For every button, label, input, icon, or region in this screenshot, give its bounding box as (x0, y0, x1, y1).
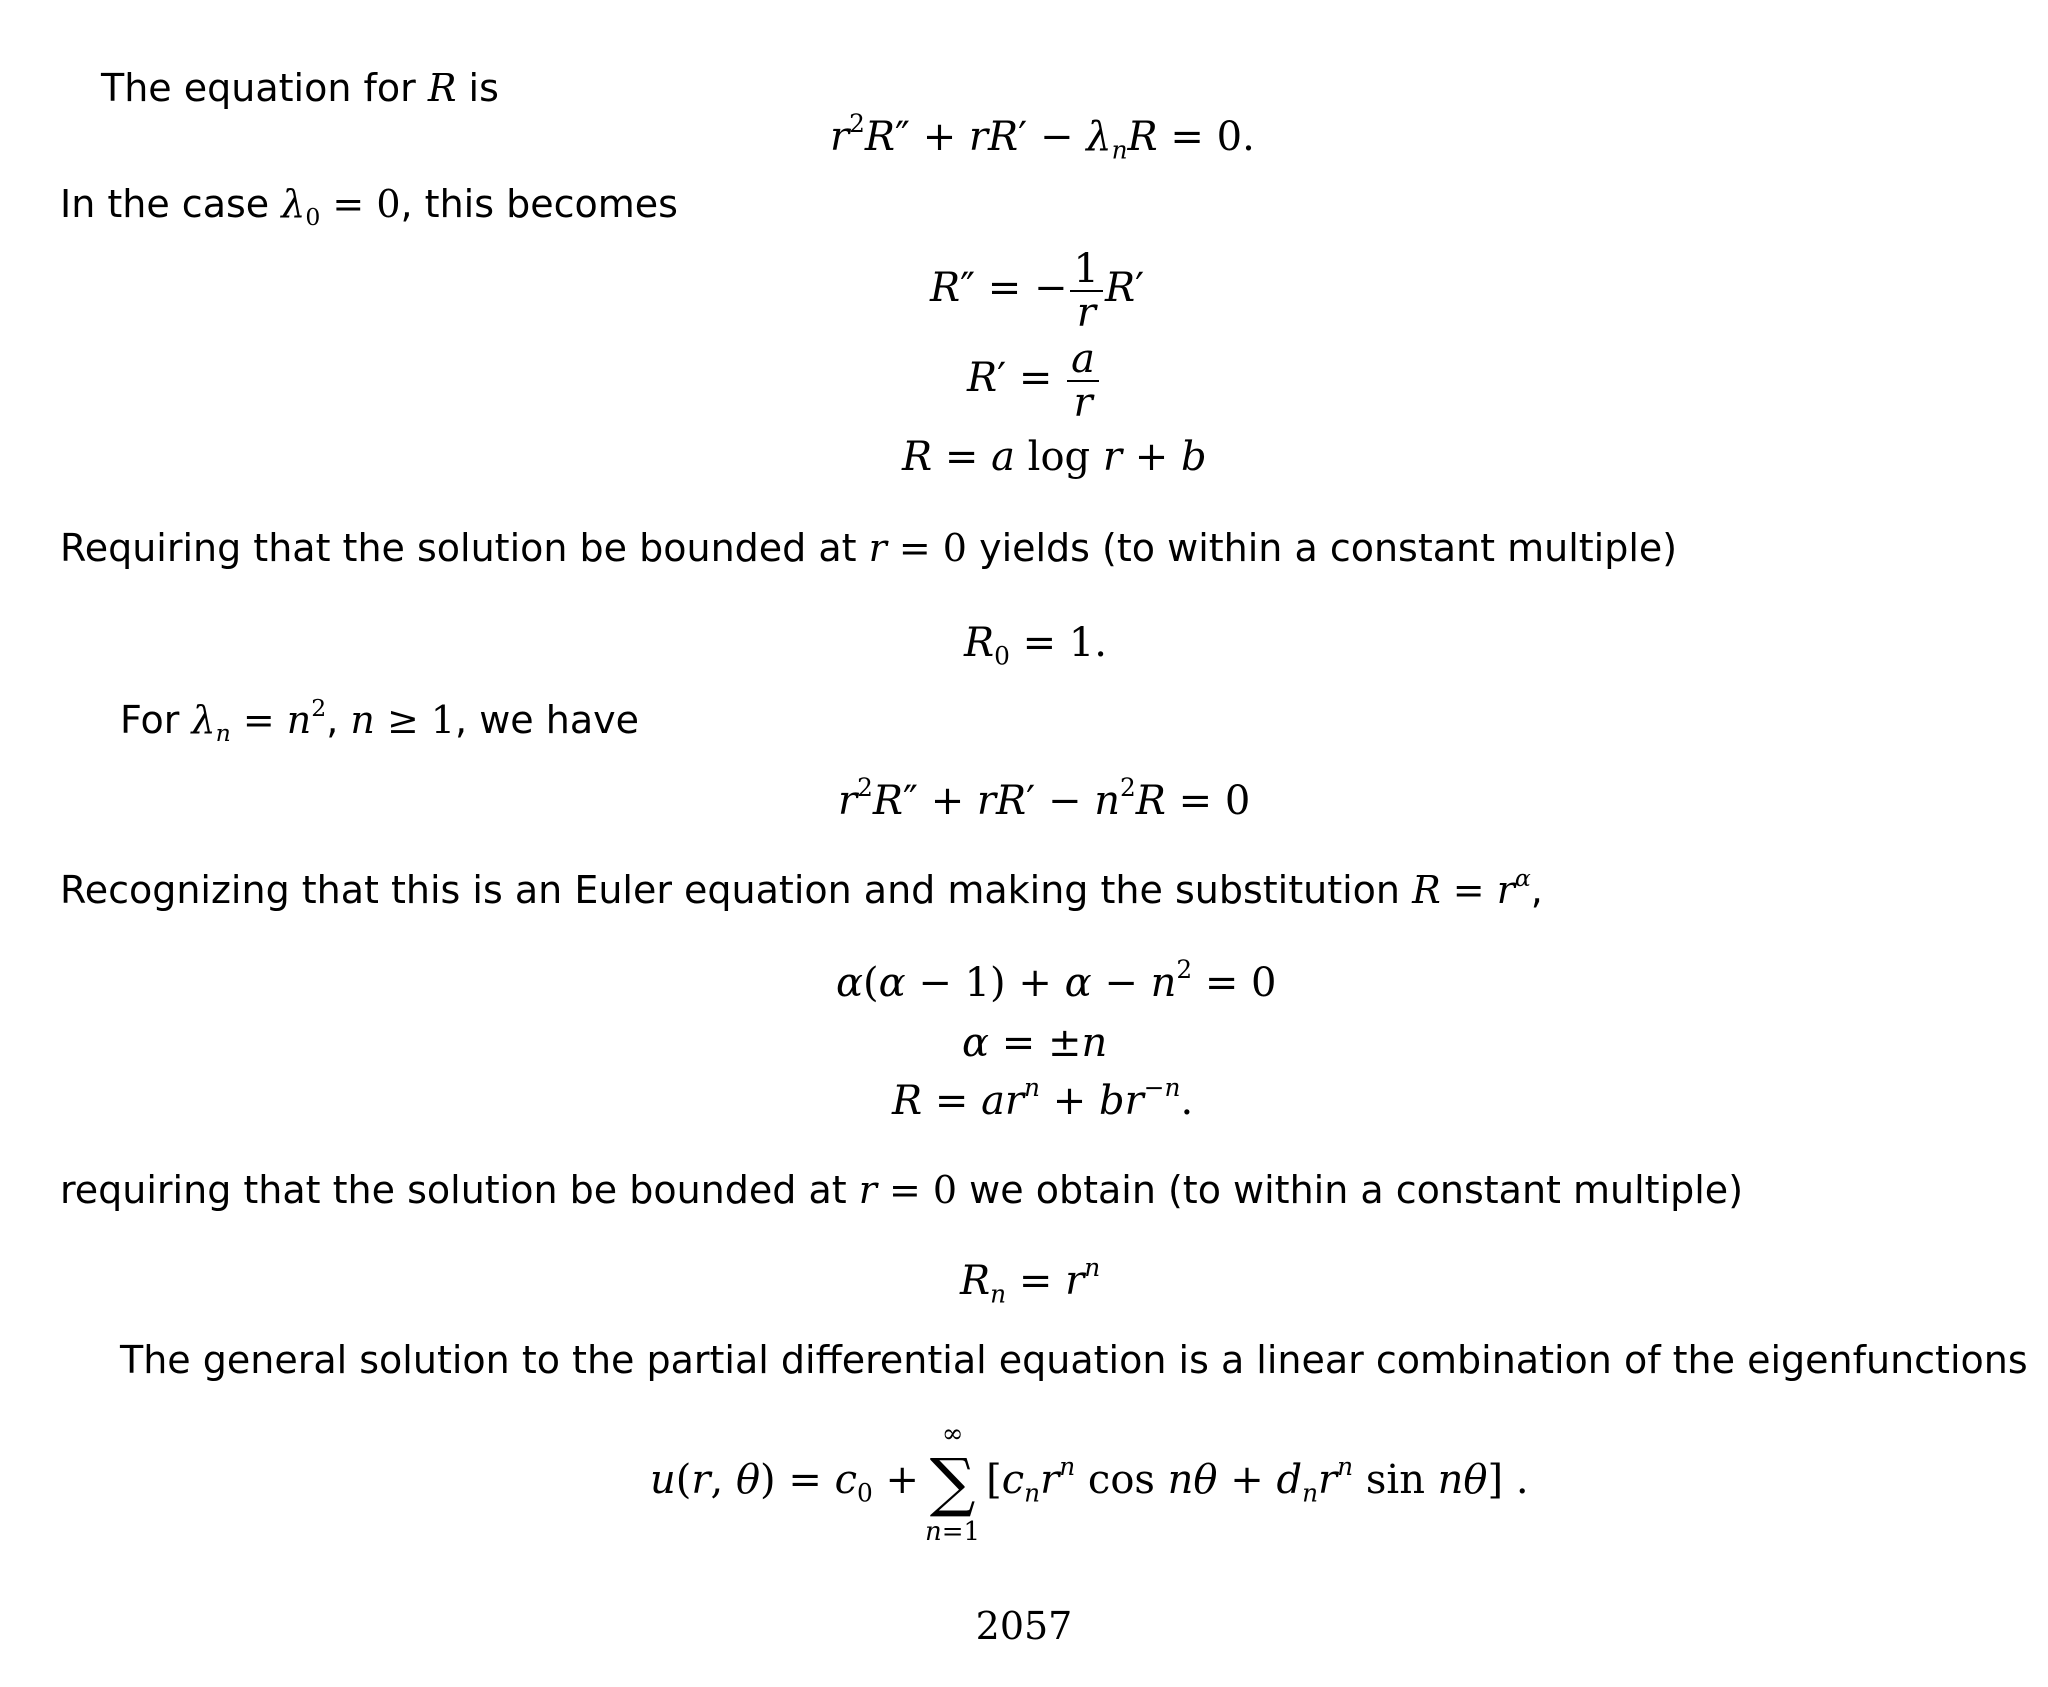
text: we obtain (to within a constant multiple) (957, 1168, 1744, 1212)
text: is (456, 66, 499, 110)
math-var: R (427, 66, 457, 110)
paragraph-bounded-at-zero: Requiring that the solution be bounded at r = 0 yields (to within a constant multiple) (60, 526, 1678, 570)
text: For (120, 698, 192, 742)
paragraph-euler-equation: Recognizing that this is an Euler equation and making the substitution $R = r^\alpha$, (60, 864, 1543, 912)
equation-2a: R″ = − $\frac{1}{r}$ R′ (930, 246, 1145, 336)
equation-4: $r^2R'' + rR' - n^2R = 0$ (838, 773, 1251, 824)
equation-5c: $R = ar^n + br^{-n}$. (892, 1073, 1194, 1124)
equation-5b: α = ±n (962, 1020, 1108, 1066)
text: In the case (60, 182, 282, 226)
equation-5a: $\alpha(\alpha - 1) + \alpha - n^2 = 0$ (836, 955, 1277, 1006)
text: Requiring that the solution be bounded at (60, 526, 869, 570)
paragraph-equation-for-R (101, 64, 499, 112)
paragraph-general-solution: The general solution to the partial differential equation is a linear combination of the eigenfunctions (120, 1338, 2028, 1382)
text: requiring that the solution be bounded at (60, 1168, 859, 1212)
text: yields (to within a constant multiple) (967, 526, 1678, 570)
equation-1: $r^2R'' + rR' - \lambda_nR = 0$. (830, 109, 1255, 165)
summation: ∞ ∑ n=1 (925, 1419, 981, 1547)
equation-3: $R_0 = 1$. (964, 620, 1108, 671)
fraction: $\frac{a}{r}$ (1067, 338, 1099, 424)
text: The equation for (101, 66, 428, 110)
equation-2c: R = a log r + b (902, 434, 1207, 480)
equation-7: u(r, $\theta) = c_0$ + ∞ ∑ n=1 [$c_nr^n$ $\cos n\theta + d_nr^n$ sin nθ] . (650, 1419, 1529, 1547)
paragraph-case-lambda0: In the case $\lambda_0 = 0$, this becomes (60, 182, 678, 232)
text: Recognizing that this is an Euler equation and making the substitution (60, 868, 1413, 912)
equation-6: $R_n = r^n$ (960, 1253, 1101, 1309)
text: , this becomes (400, 182, 678, 226)
fraction: $\frac{1}{r}$ (1070, 248, 1103, 334)
paragraph-for-lambda-n: For $\lambda_n = n^2$, n ≥ 1, we have (120, 694, 639, 748)
paragraph-bounded-obtain: requiring that the solution be bounded at r = 0 we obtain (to within a constant multiple) (60, 1168, 1744, 1212)
text: , we have (455, 698, 639, 742)
equation-2b: R′ = $\frac{a}{r}$ (967, 338, 1101, 424)
page-number: 2057 (975, 1604, 1073, 1648)
